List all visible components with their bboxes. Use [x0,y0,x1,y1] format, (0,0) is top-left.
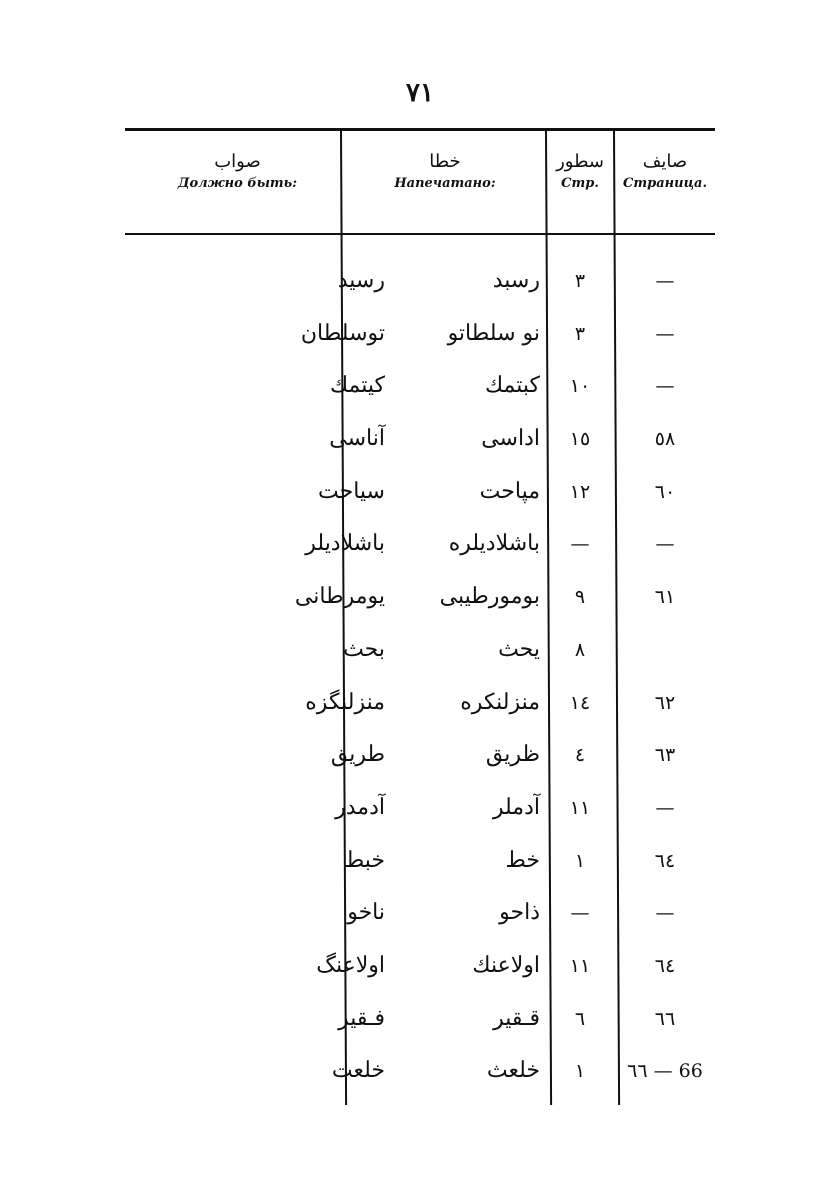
correct-cell: اولاعنگ [316,952,385,978]
header-correct-russian: Должно быть: [177,176,298,191]
printed-cell: اداسى [481,426,540,452]
printed-cell: ظريق [485,742,540,768]
correct-cell: بحث [343,636,385,662]
errata-row [125,940,715,993]
line-cell: ١٢ [569,480,591,503]
printed-cell: نو سلطاتو [447,320,540,346]
printed-cell: خط [505,847,540,873]
errata-row [125,413,715,466]
printed-cell: ذاحو [499,900,540,926]
correct-cell: يومرطانى [294,584,385,610]
errata-row [125,466,715,519]
line-cell: ١١ [569,796,591,819]
errata-row [125,518,715,571]
printed-cell: قـقير [493,1005,540,1031]
header-correct [140,150,335,194]
page-cell: ٥٨ [654,428,676,451]
line-cell: ٩ [574,586,586,609]
page-cell: ٦٠ [654,480,676,503]
correct-cell: فـقير [338,1005,385,1031]
line-cell: ٨ [574,638,586,661]
errata-row [125,887,715,940]
header-page [615,150,715,194]
errata-row [125,624,715,677]
line-cell: — [570,902,590,925]
printed-cell: باشلاديلره [448,531,540,557]
page-cell: ٦٤ [654,954,676,977]
correct-cell: طريق [330,742,385,768]
errata-row [125,782,715,835]
line-cell: ١٠ [569,375,591,398]
page-cell: — [655,902,675,925]
line-cell: ١٤ [569,691,591,714]
correct-cell: رسيد [337,268,385,293]
page-cell: ٦٦ [654,1007,676,1030]
line-cell: ٣ [574,322,586,345]
correct-cell: آدمدر [335,794,385,820]
page-cell: ٦٦ — 66 [627,1060,703,1083]
header-page-arabic: صايف [642,151,688,172]
errata-row [125,677,715,730]
page-cell: — [655,533,675,556]
correct-cell: خلعت [331,1058,385,1084]
page-cell: ٦٣ [654,744,676,767]
errata-row [125,835,715,888]
correct-cell: ناخو [347,900,385,926]
errata-row [125,255,715,308]
page-cell: ٦٢ [654,691,676,714]
correct-cell: باشلاديلر [305,531,385,557]
line-cell: ١ [574,849,586,872]
printed-cell: آدملر [492,794,540,820]
printed-cell: كبتمك [484,373,540,399]
errata-row [125,1045,715,1098]
correct-cell: كيتمك [329,373,385,399]
page-cell: ٦٤ [654,849,676,872]
printed-cell: منزلنكره [460,689,540,715]
line-cell: ٤ [574,744,586,767]
printed-cell: رسبد [492,268,540,293]
header-line [548,150,612,194]
line-cell: ١١ [569,954,591,977]
page-cell [615,624,715,677]
header-line-arabic: سطور [556,151,604,172]
errata-row [125,571,715,624]
line-cell: ١٥ [569,428,591,451]
header-line-russian: Стр. [561,176,599,191]
printed-cell: خلعث [486,1058,540,1084]
printed-cell: اولاعنك [472,952,540,978]
correct-cell: توسلطان [300,320,385,346]
correct-cell: خبط [343,847,385,873]
header-printed [345,150,545,194]
correct-cell: منزلنگزه [305,689,385,715]
errata-row [125,993,715,1046]
header-printed-arabic: خطا [429,151,461,172]
errata-row [125,729,715,782]
header-rule [125,233,715,235]
header-page-russian: Страница. [623,176,707,191]
printed-cell: يحث [498,636,540,662]
errata-row [125,308,715,361]
page-cell: — [655,796,675,819]
line-cell: ٣ [574,270,586,292]
top-rule [125,128,715,131]
page-number: ٧١ [406,78,434,108]
errata-table-body [125,255,715,1098]
printed-cell: مپاحت [479,478,540,504]
header-correct-arabic: صواب [214,151,261,172]
line-cell: ٦ [574,1007,586,1030]
errata-row [125,360,715,413]
printed-cell: بومورطيبى [439,584,540,610]
correct-cell: آناسى [329,426,385,452]
page-cell: — [655,322,675,345]
line-cell: — [570,533,590,556]
page-cell: — [655,270,675,292]
line-cell: ١ [574,1060,586,1083]
header-printed-russian: Напечатано: [394,176,496,191]
correct-cell: سياحت [318,478,385,504]
page-cell: — [655,375,675,398]
page-cell: ٦١ [654,586,676,609]
